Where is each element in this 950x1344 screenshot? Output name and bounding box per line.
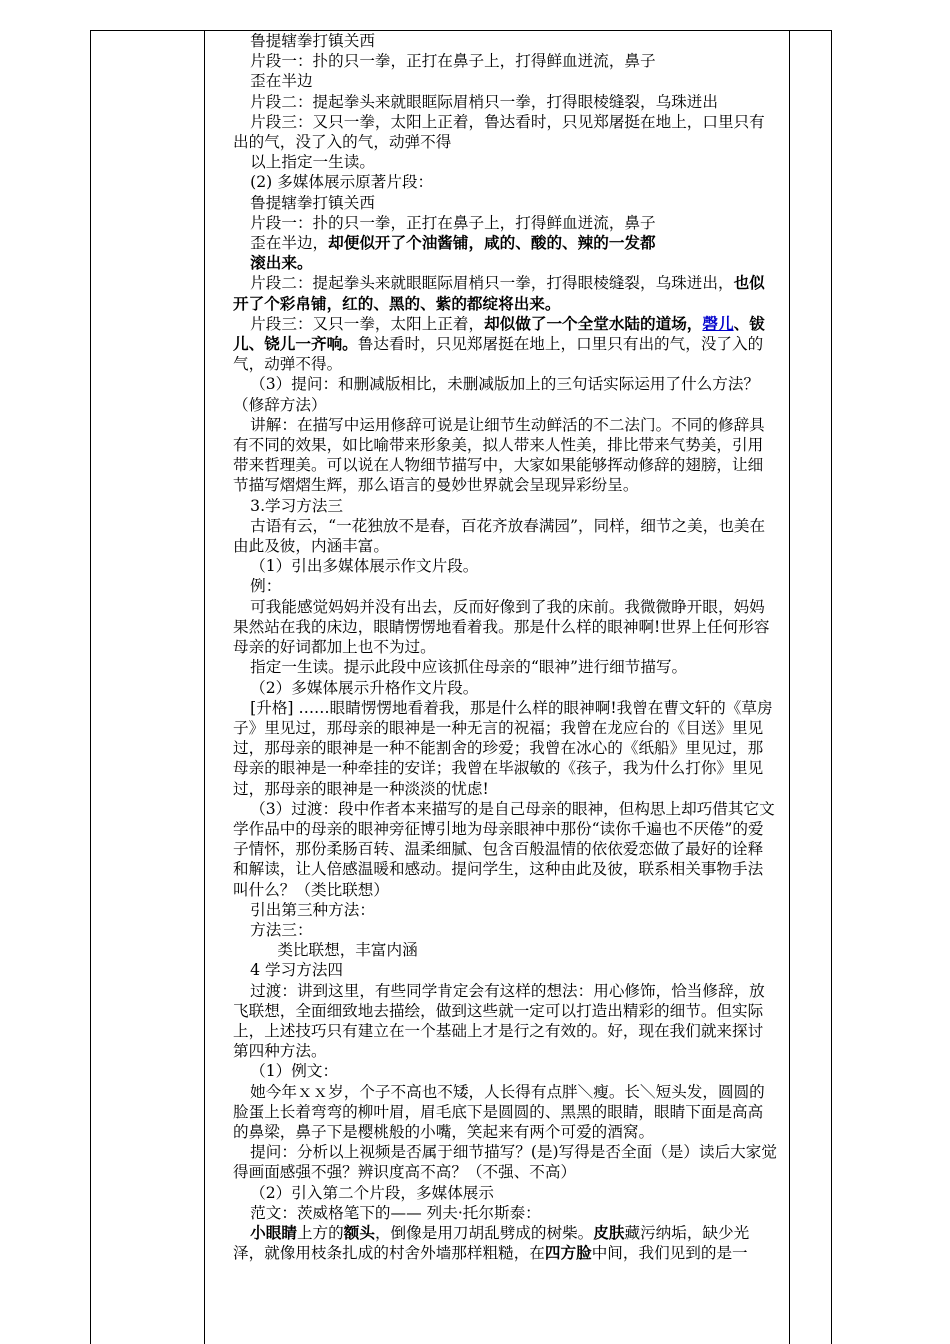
- text-line: 片段一：扑的只一拳，正打在鼻子上，打得鲜血迸流，鼻子: [250, 213, 656, 232]
- section-heading: 4 学习方法四: [250, 961, 344, 980]
- text-line: （1）例文：: [250, 1062, 339, 1081]
- table-column-divider: [789, 31, 790, 1344]
- text-paragraph: [升格] ……眼睛愣愣地看着我，那是什么样的眼神啊!我曾在曹文轩的《草房子》里见过，那母亲的眼神是一种无言的祝福；我曾在龙应台的《目送》里见过，那母亲的眼神是一种不能割舍的珍爱；我曾在冰心的《纸船》里见过，那母亲的眼神是一种牵挂的安详；我曾在毕淑敏的《孩子，我为什么打你》里见过，那母亲的眼神是一种淡淡的忧虑!: [233, 698, 773, 798]
- bold-text: 却便似开了个油酱铺，咸的、酸的、辣的一发都: [328, 233, 656, 253]
- text-line: 片段一：扑的只一拳，正打在鼻子上，打得鲜血迸流，鼻子: [250, 52, 656, 71]
- text-line: （1）引出多媒体展示作文片段。: [250, 557, 479, 576]
- text-paragraph: 过渡：讲到这里，有些同学肯定会有这样的想法：用心修饰，恰当修辞，放飞联想，全面细致地去描绘，做到这些就一定可以打造出精彩的细节。但实际上，上述技巧只有建立在一个基础上才是行之有效的。好，现在我们就来探讨第四种方法。: [233, 981, 765, 1061]
- bold-text: 、钹儿、铙儿一齐响。: [233, 313, 765, 354]
- text-line: 鲁提辖拳打镇关西: [250, 32, 375, 50]
- text-paragraph: 可我能感觉妈妈并没有出去，反而好像到了我的床前。我微微睁开眼，妈妈果然站在我的床边，眼睛愣愣地看着我。那是什么样的眼神啊!世界上任何形容母亲的好词都加上也不为过。: [233, 597, 770, 657]
- bold-text: 滚出来。: [250, 253, 313, 273]
- text-line: 以上指定一生读。: [250, 153, 375, 172]
- text-paragraph: （3）过渡：段中作者本来描写的是自己母亲的眼神，但构思上却巧借其它文学作品中的母亲的眼神旁征博引地为母亲眼神中那份“读你千遍也不厌倦”的爱子情怀，那份柔肠百转、温柔细腻、包含百般温情的依依爱恋做了最好的诠释和解读，让人倍感温暖和感动。提问学生，这种由此及彼，联系相关事物手法叫什么？（类比联想）: [233, 799, 775, 899]
- text-run: 藏污纳垢，缺少光泽，就像用枝条扎成的村舍外墙那样粗糙，在: [233, 1223, 750, 1263]
- text-run: 上方的: [296, 1223, 344, 1242]
- text-line: （2）多媒体展示升格作文片段。: [250, 678, 479, 697]
- section-heading: 3.学习方法三: [250, 496, 344, 515]
- lesson-content-cell: [233, 31, 778, 1263]
- text-paragraph: 片段三：又只一拳，太阳上正着，鲁达看时，只见郑屠挺在地上，口里只有出的气，没了入的气，动弹不得: [233, 112, 765, 152]
- bold-text: 皮肤: [593, 1222, 625, 1242]
- text-paragraph: [233, 273, 778, 313]
- text-paragraph: （3）提问：和删减版相比，未删减版加上的三句话实际运用了什么方法？（修辞方法）: [233, 375, 760, 414]
- text-line: [233, 233, 778, 253]
- text-paragraph: 她今年ｘｘ岁，个子不高也不矮，人长得有点胖＼瘦。长＼短头发，圆圆的脸蛋上长着弯弯的柳叶眉，眉毛底下是圆圆的、黑黑的眼睛，眼睛下面是高高的鼻梁，鼻子下是樱桃般的小嘴，笑起来有两个可爱的酒窝。: [233, 1082, 765, 1141]
- text-run: 片段三：又只一拳，太阳上正着，: [250, 314, 485, 333]
- text-line: 引出第三种方法：: [250, 900, 375, 919]
- text-line: 片段二：提起拳头来就眼眶际眉梢只一拳，打得眼棱缝裂，乌珠迸出: [250, 92, 718, 111]
- bold-text: 四方脸: [544, 1243, 592, 1263]
- text-run: 中间，我们见到的是一: [591, 1244, 748, 1263]
- text-line: (2) 多媒体展示原著片段：: [250, 173, 434, 192]
- text-line: 范文：茨威格笔下的—— 列夫·托尔斯泰：: [250, 1203, 541, 1222]
- text-paragraph: 古语有云，“一花独放不是春，百花齐放春满园”，同样，细节之美，也美在由此及彼，内涵丰富。: [233, 516, 766, 556]
- text-line: 方法三：: [250, 920, 313, 939]
- text-run: ，倒像是用刀胡乱劈成的树柴。: [374, 1223, 594, 1242]
- text-line: 指定一生读。提示此段中应该抓住母亲的“眼神”进行细节描写。: [250, 658, 688, 677]
- table-column-divider: [204, 31, 205, 1344]
- text-line: （2）引入第二个片段，多媒体展示: [250, 1183, 494, 1202]
- bold-text: 也似开了个彩帛铺，红的、黑的、紫的都绽将出来。: [233, 273, 765, 313]
- text-run: 鲁达看时，只见郑屠挺在地上，口里只有出的气，没了入的气，动弹不得。: [233, 335, 764, 374]
- method-title: 类比联想，丰富内涵: [277, 941, 418, 960]
- text-line: 歪在半边: [250, 72, 313, 91]
- text-run: 歪在半边，: [250, 234, 329, 253]
- bold-text: 却似做了一个全堂水陆的道场，: [484, 313, 703, 333]
- bold-text: 小眼睛: [250, 1222, 297, 1242]
- text-run: 片段二：提起拳头来就眼眶际眉梢只一拳，打得眼棱缝裂，乌珠迸出，: [250, 274, 734, 293]
- text-paragraph: 提问：分析以上视频是否属于细节描写？(是)写得是否全面（是）读后大家觉得画面感强不强？辨识度高不高？（不强、不高）: [233, 1143, 777, 1182]
- text-paragraph: [233, 1223, 778, 1263]
- bold-text: 额头: [343, 1222, 375, 1242]
- text-line: 鲁提辖拳打镇关西: [250, 193, 375, 212]
- text-paragraph: 讲解：在描写中运用修辞可说是让细节生动鲜活的不二法门。不同的修辞具有不同的效果，如比喻带来形象美，拟人带来人性美，排比带来气势美，引用带来哲理美。可以说在人物细节描写中，大家如果能够挥动修辞的翅膀，让细节描写熠熠生辉，那么语言的曼妙世界就会呈现异彩纷呈。: [233, 415, 765, 495]
- hyperlink[interactable]: 磬儿: [702, 313, 734, 333]
- text-paragraph: [233, 314, 778, 375]
- text-line: 例：: [250, 577, 282, 596]
